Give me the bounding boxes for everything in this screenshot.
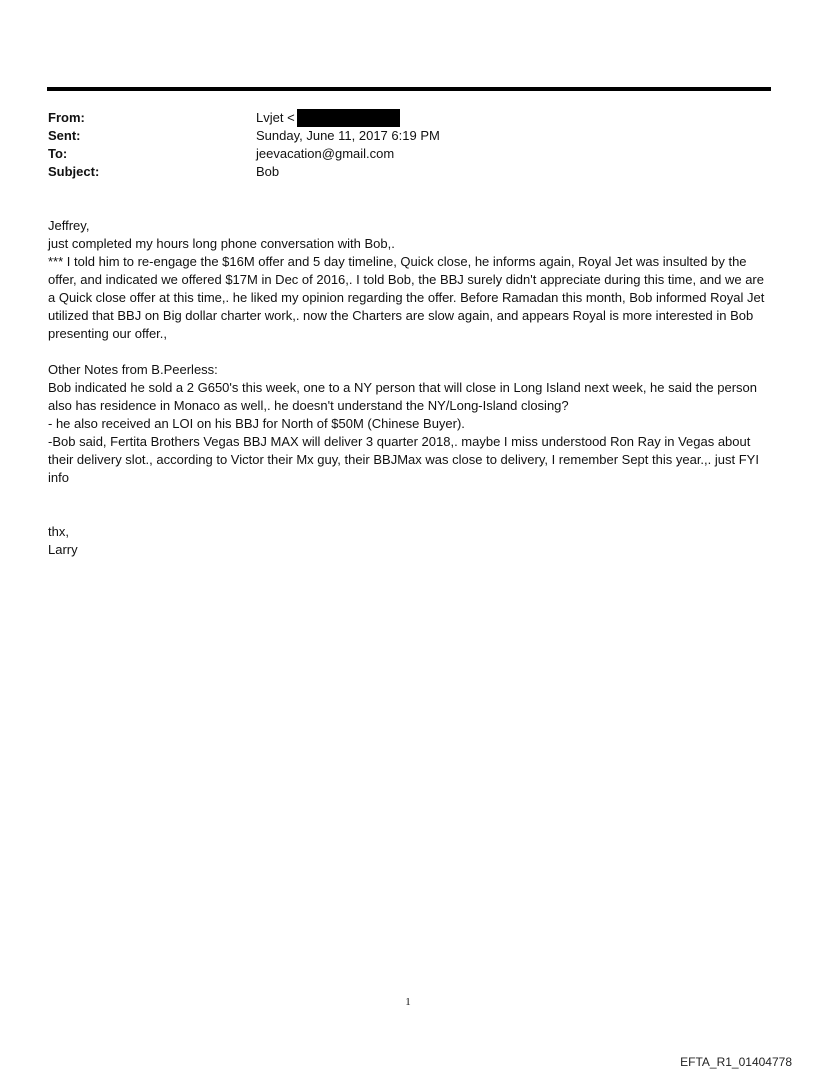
from-label: From:: [48, 110, 85, 125]
subject-label: Subject:: [48, 164, 100, 179]
email-body: [48, 217, 770, 559]
header-divider: [47, 87, 771, 91]
sent-row: [48, 127, 748, 145]
body-line-1: just completed my hours long phone conversation with Bob,.: [48, 236, 395, 251]
subject-value: Bob: [256, 164, 280, 179]
note-2: - he also received an LOI on his BBJ for North of $50M (Chinese Buyer).: [48, 416, 465, 431]
to-row: [48, 145, 748, 163]
subject-row: [48, 163, 748, 181]
spacer: [48, 343, 770, 361]
sent-value: Sunday, June 11, 2017 6:19 PM: [256, 128, 440, 143]
greeting: Jeffrey,: [48, 218, 90, 233]
note-1: Bob indicated he sold a 2 G650's this week, one to a NY person that will close in Long Island next week, he said the person also has residence in Monaco as well,. he doesn't understand the NY/Long-Island closing?: [48, 380, 758, 413]
redaction-box: [297, 109, 400, 127]
note-3: -Bob said, Fertita Brothers Vegas BBJ MAX will deliver 3 quarter 2018,. maybe I miss understood Ron Ray in Vegas about their delivery slot., according to Victor their Mx guy, their BBJMax was close to delivery, I remember Sept this year.,. just FYI info: [48, 434, 759, 485]
from-sender: Lvjet <: [256, 110, 295, 125]
body-paragraph-1: *** I told him to re-engage the $16M offer and 5 day timeline, Quick close, he informs again, Royal Jet was insulted by the offer, and indicated we offered $17M in Dec of 2016,. I told Bob, the BBJ surely didn't appreciate during this time, and we are a Quick close offer at this time,. he liked my opinion regarding the offer. Before Ramadan this month, Bob informed Royal Jet utilized that BBJ on Big dollar charter work,. now the Charters are slow again, and appears Royal is more interested in Bob presenting our offer.,: [48, 254, 765, 341]
signature: Larry: [48, 542, 78, 557]
sent-label: Sent:: [48, 128, 81, 143]
to-value: jeevacation@gmail.com: [256, 146, 395, 161]
from-value: [256, 109, 748, 127]
to-label: To:: [48, 146, 68, 161]
spacer: [48, 487, 770, 523]
document-id: EFTA_R1_01404778: [680, 1055, 792, 1069]
from-row: [48, 109, 748, 127]
email-header: [48, 109, 748, 181]
signoff: thx,: [48, 524, 69, 539]
notes-heading: Other Notes from B.Peerless:: [48, 362, 218, 377]
page-number: 1: [405, 996, 411, 1008]
